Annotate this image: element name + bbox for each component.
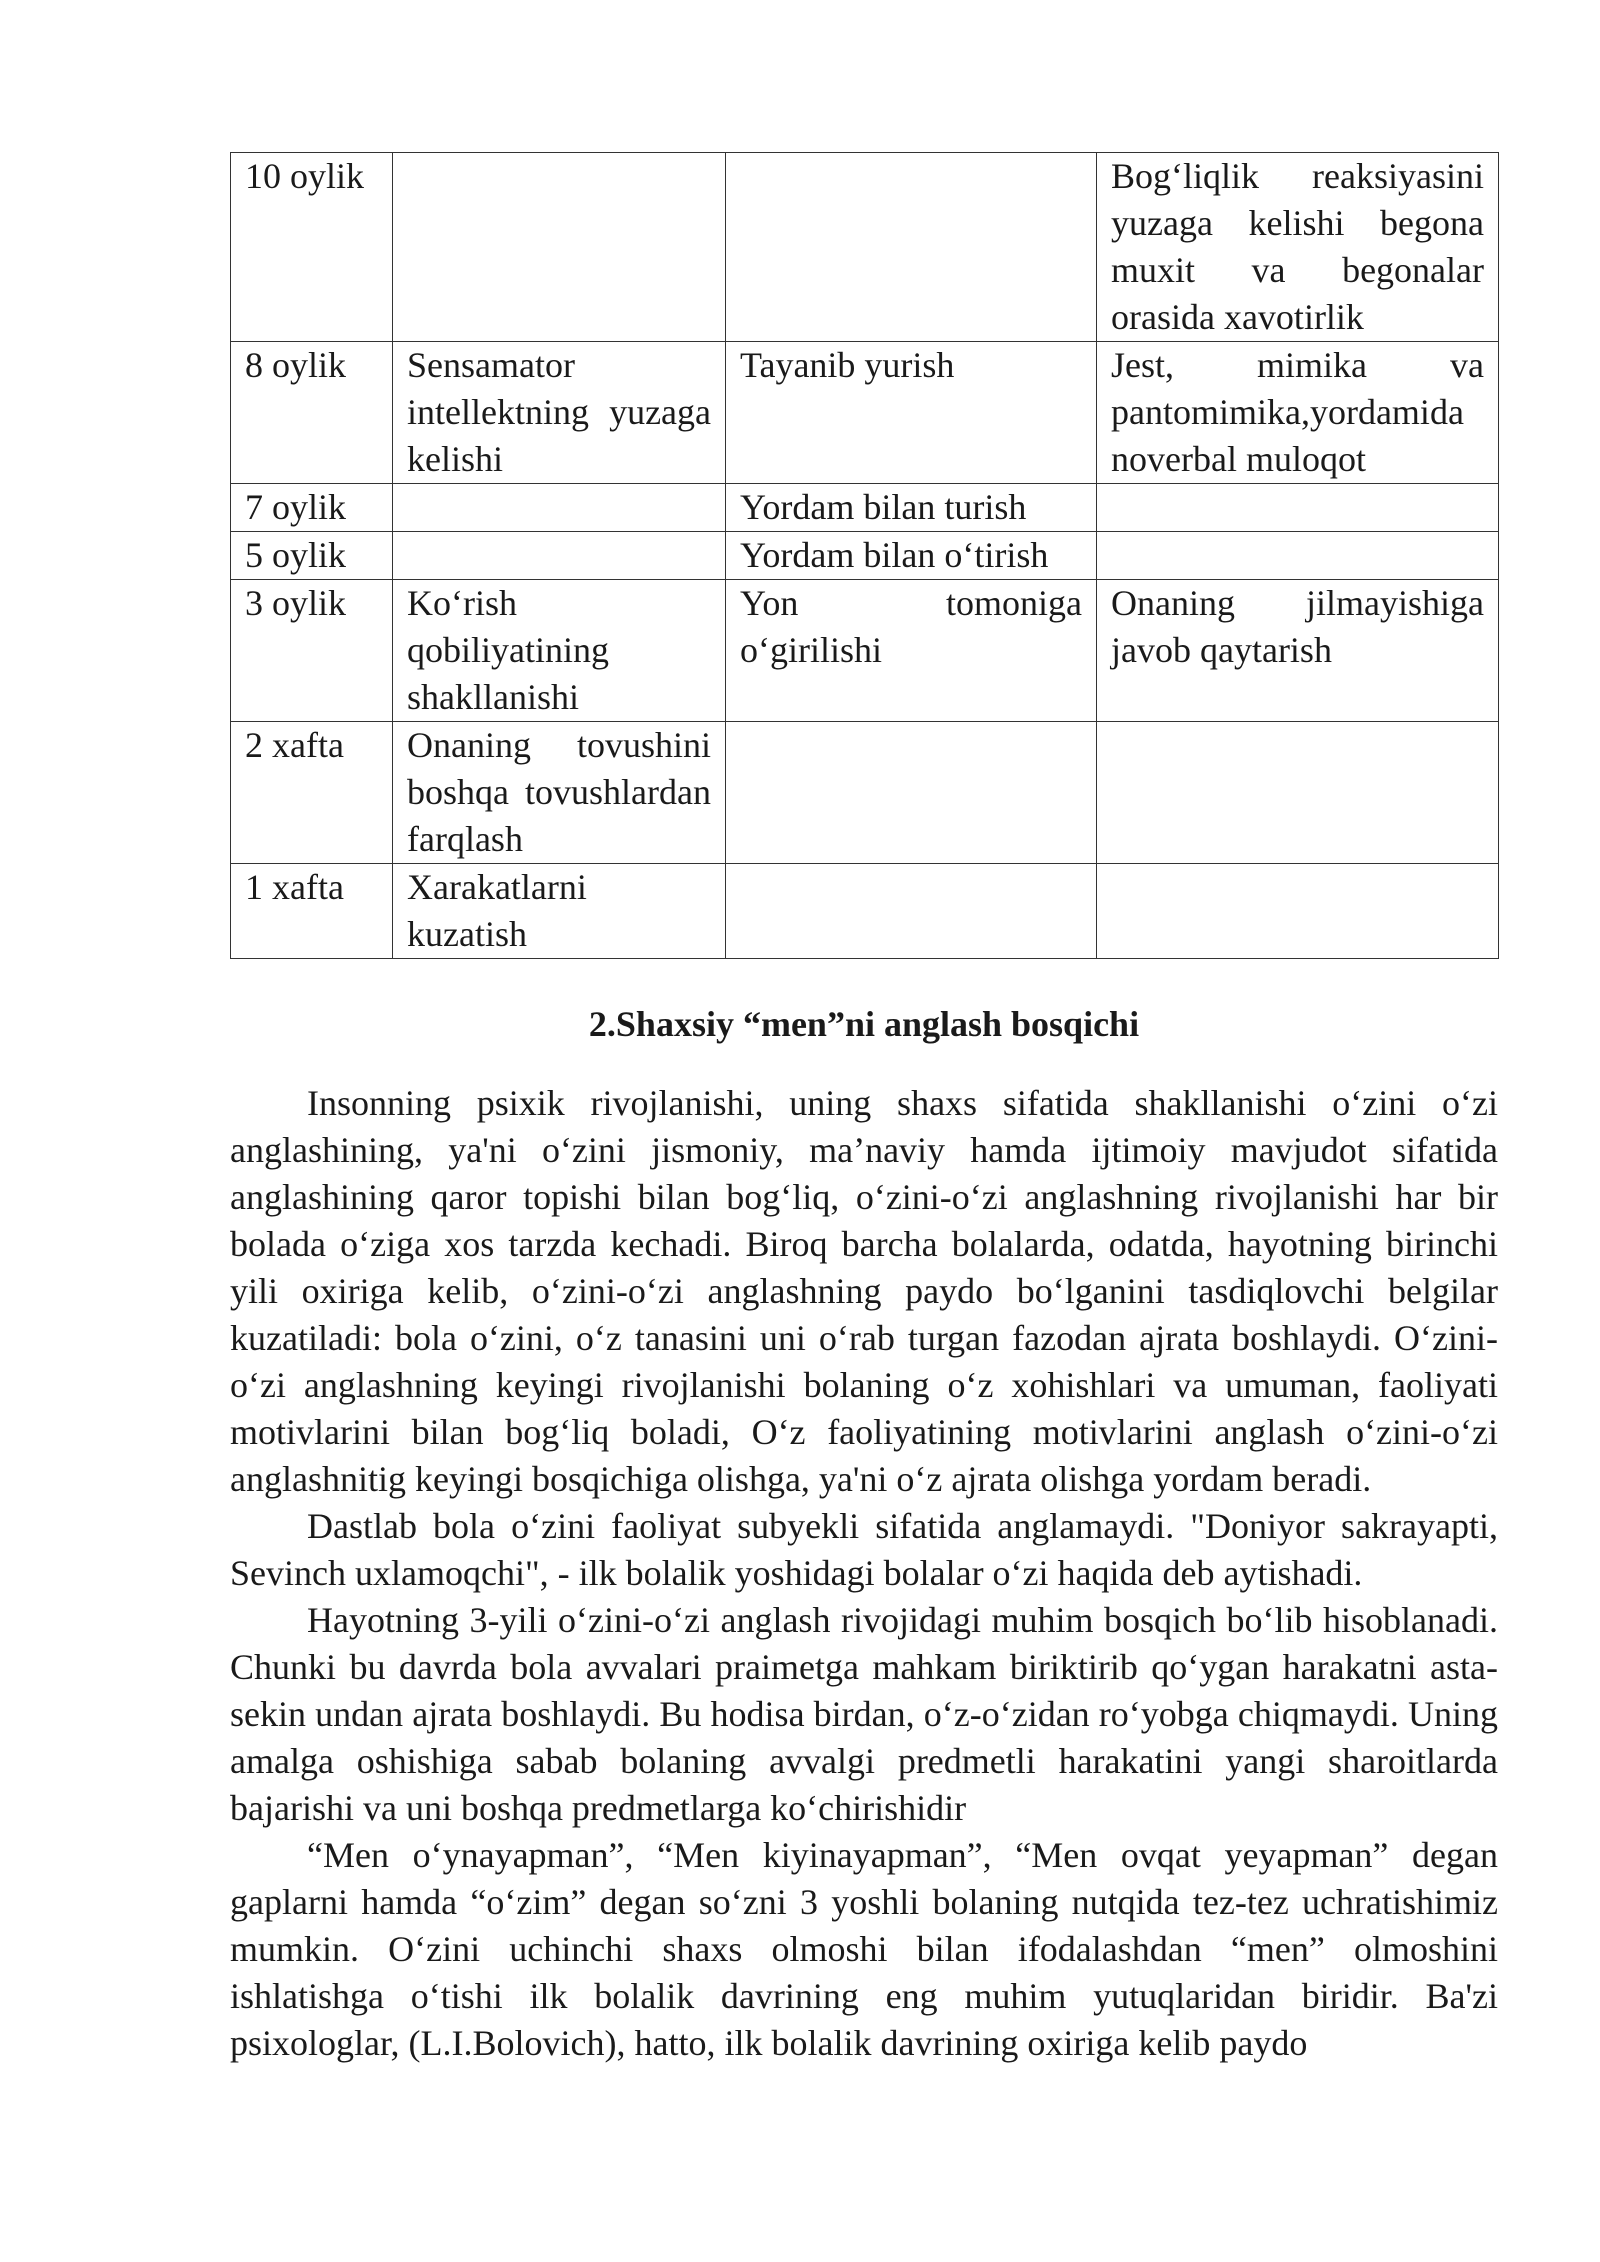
social-cell: Bog‘liqlik reaksiyasini yuzaga kelishi begona muxit va begonalar orasida xavotirlik — [1097, 153, 1499, 342]
table-row — [231, 484, 1499, 532]
age-cell: 1 xafta — [231, 864, 393, 959]
social-cell: Jest, mimika va pantomimika,yordamida noverbal muloqot — [1097, 342, 1499, 484]
age-cell: 5 oylik — [231, 532, 393, 580]
social-cell — [1097, 484, 1499, 532]
table-row — [231, 532, 1499, 580]
social-cell — [1097, 532, 1499, 580]
section-heading: 2.Shaxsiy “men”ni anglash bosqichi — [588, 1004, 1140, 1044]
cognitive-cell — [393, 153, 726, 342]
social-cell — [1097, 722, 1499, 864]
cognitive-cell: Onaning tovushini boshqa tovushlardan farqlash — [393, 722, 726, 864]
body-paragraph: “Men o‘ynayapman”, “Men kiyinayapman”, “Men ovqat yeyapman” degan gaplarni hamda “o‘zim” degan so‘zni 3 yoshli bolaning nutqida tez-tez uchratishimiz mumkin. O‘zini uchinchi shaxs olmoshi bilan ifodalashdan “men” olmoshini ishlatishga o‘tishi ilk bolalik davrining eng muhim yutuqlaridan biridir. Ba'zi psixologlar, (L.I.Bolovich), hatto, ilk bolalik davrining oxiriga kelib paydo — [230, 1835, 1498, 2063]
motor-cell — [726, 153, 1097, 342]
body-paragraph: Insonning psixik rivojlanishi, uning shaxs sifatida shakllanishi o‘zini o‘zi anglashining, ya'ni o‘zini jismoniy, ma’naviy hamda ijtimoiy mavjudot sifatida anglashining qaror topishi bilan bog‘liq, o‘zini-o‘zi anglashning rivojlanishi har bir bolada o‘ziga xos tarzda kechadi. Biroq barcha bolalarda, odatda, hayotning birinchi yili oxiriga kelib, o‘zini-o‘zi anglashning paydo bo‘lganini tasdiqlovchi belgilar kuzatiladi: bola o‘zini, o‘z tanasini uni o‘rab turgan fazodan ajrata boshlaydi. O‘zini-o‘zi anglashning keyingi rivojlanishi bolaning o‘z xohishlari va umuman, faoliyati motivlarini bilan bog‘liq boladi, O‘z faoliyatining motivlarini anglash o‘zini-o‘zi anglashnitig keyingi bosqichiga olishga, ya'ni o‘z ajrata olishga yordam beradi. — [230, 1083, 1498, 1499]
motor-cell — [726, 722, 1097, 864]
age-cell: 3 oylik — [231, 580, 393, 722]
age-cell: 8 oylik — [231, 342, 393, 484]
motor-cell: Tayanib yurish — [726, 342, 1097, 484]
table-row — [231, 153, 1499, 342]
age-cell: 2 xafta — [231, 722, 393, 864]
body-paragraph: Hayotning 3-yili o‘zini-o‘zi anglash rivojidagi muhim bosqich bo‘lib hisoblanadi. Chunki bu davrda bola avvalari praimetga mahkam biriktirib qo‘ygan harakatni asta-sekin undan ajrata boshlaydi. Bu hodisa birdan, o‘z-o‘zidan ro‘yobga chiqmaydi. Uning amalga oshishiga sabab bolaning avvalgi predmetli harakatini yangi sharoitlarda bajarishi va uni boshqa predmetlarga ko‘chirishidir — [230, 1600, 1498, 1828]
cognitive-cell: Ko‘rish qobiliyatining shakllanishi — [393, 580, 726, 722]
table-row — [231, 864, 1499, 959]
document-page — [230, 152, 1498, 2067]
motor-cell: Yordam bilan turish — [726, 484, 1097, 532]
cognitive-cell — [393, 484, 726, 532]
motor-cell: Yon tomoniga o‘girilishi — [726, 580, 1097, 722]
social-cell: Onaning jilmayishiga javob qaytarish — [1097, 580, 1499, 722]
age-cell: 10 oylik — [231, 153, 393, 342]
motor-cell — [726, 864, 1097, 959]
table-row — [231, 580, 1499, 722]
table-row — [231, 722, 1499, 864]
social-cell — [1097, 864, 1499, 959]
motor-cell: Yordam bilan o‘tirish — [726, 532, 1097, 580]
cognitive-cell: Sensamator intellektning yuzaga kelishi — [393, 342, 726, 484]
cognitive-cell: Xarakatlarni kuzatish — [393, 864, 726, 959]
cognitive-cell — [393, 532, 726, 580]
age-cell: 7 oylik — [231, 484, 393, 532]
table-row — [231, 342, 1499, 484]
development-milestones-table — [230, 152, 1499, 959]
body-paragraph: Dastlab bola o‘zini faoliyat subyekli sifatida anglamaydi. "Doniyor sakrayapti, Sevinch uxlamoqchi", - ilk bolalik yoshidagi bolalar o‘zi haqida deb aytishadi. — [230, 1506, 1498, 1593]
